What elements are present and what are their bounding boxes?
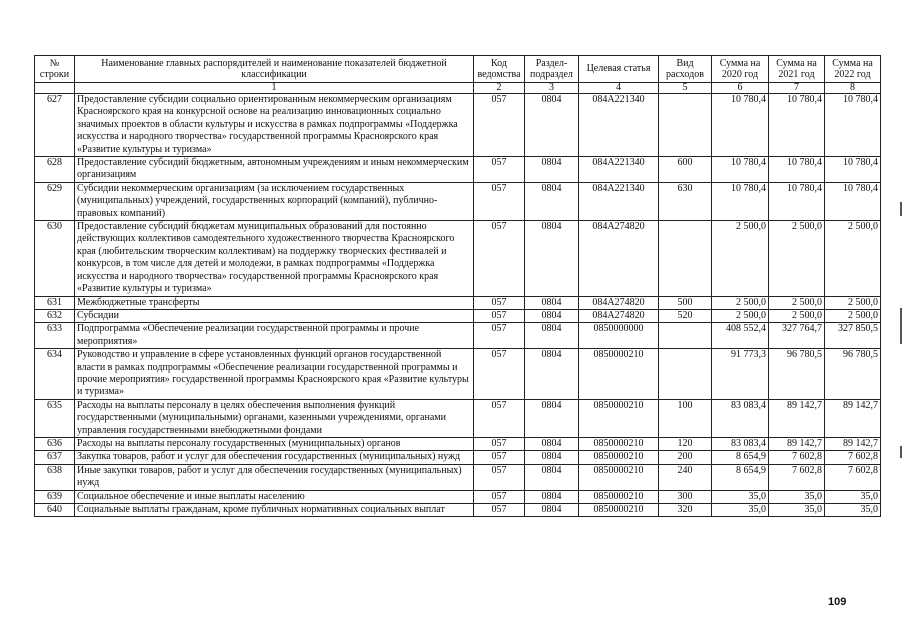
row-sum-2022: 35,0 bbox=[825, 490, 881, 503]
row-sum-2021: 96 780,5 bbox=[769, 349, 825, 400]
table-row bbox=[35, 349, 881, 400]
table-row bbox=[35, 157, 881, 183]
row-sum-2022: 89 142,7 bbox=[825, 437, 881, 450]
row-sum-2020: 10 780,4 bbox=[712, 94, 769, 157]
row-sum-2022: 10 780,4 bbox=[825, 94, 881, 157]
table-row bbox=[35, 437, 881, 450]
row-number: 639 bbox=[35, 490, 75, 503]
row-sum-2021: 7 602,8 bbox=[769, 451, 825, 464]
row-name: Социальное обеспечение и иные выплаты населению bbox=[75, 490, 474, 503]
row-target: 0850000210 bbox=[579, 464, 659, 490]
table-row bbox=[35, 182, 881, 220]
row-target: 0850000000 bbox=[579, 323, 659, 349]
row-expense bbox=[659, 221, 712, 296]
row-code: 057 bbox=[474, 94, 525, 157]
row-sum-2021: 2 500,0 bbox=[769, 296, 825, 309]
row-expense: 320 bbox=[659, 504, 712, 517]
column-number: 2 bbox=[474, 83, 525, 94]
header-sum-2021: Сумма на 2021 год bbox=[769, 56, 825, 83]
row-code: 057 bbox=[474, 296, 525, 309]
row-sum-2020: 2 500,0 bbox=[712, 221, 769, 296]
row-section: 0804 bbox=[525, 451, 579, 464]
header-target: Целевая статья bbox=[579, 56, 659, 83]
row-sum-2020: 2 500,0 bbox=[712, 309, 769, 322]
row-target: 0850000210 bbox=[579, 451, 659, 464]
row-target: 0850000210 bbox=[579, 490, 659, 503]
row-code: 057 bbox=[474, 451, 525, 464]
row-expense: 100 bbox=[659, 399, 712, 437]
row-expense: 200 bbox=[659, 451, 712, 464]
row-sum-2022: 2 500,0 bbox=[825, 309, 881, 322]
row-name: Субсидии bbox=[75, 309, 474, 322]
row-sum-2022: 96 780,5 bbox=[825, 349, 881, 400]
row-sum-2021: 327 764,7 bbox=[769, 323, 825, 349]
column-number: 7 bbox=[769, 83, 825, 94]
column-number: 1 bbox=[75, 83, 474, 94]
row-sum-2020: 91 773,3 bbox=[712, 349, 769, 400]
row-expense: 240 bbox=[659, 464, 712, 490]
row-name: Предоставление субсидий бюджетным, автономным учреждениям и иным некоммерческим организациям bbox=[75, 157, 474, 183]
row-sum-2020: 35,0 bbox=[712, 490, 769, 503]
row-expense bbox=[659, 349, 712, 400]
row-name: Субсидии некоммерческим организациям (за исключением государственных (муниципальных) учреждений, государственных корпораций (компаний), публично-правовых компаний) bbox=[75, 182, 474, 220]
row-sum-2022: 10 780,4 bbox=[825, 182, 881, 220]
row-sum-2022: 7 602,8 bbox=[825, 451, 881, 464]
row-code: 057 bbox=[474, 464, 525, 490]
row-sum-2021: 7 602,8 bbox=[769, 464, 825, 490]
column-number: 6 bbox=[712, 83, 769, 94]
table-row bbox=[35, 323, 881, 349]
column-number-row bbox=[35, 83, 881, 94]
table-row bbox=[35, 309, 881, 322]
row-name: Подпрограмма «Обеспечение реализации государственной программы и прочие мероприятия» bbox=[75, 323, 474, 349]
scan-artifact bbox=[900, 202, 902, 216]
header-row bbox=[35, 56, 881, 83]
row-name: Руководство и управление в сфере установленных функций органов государственной власти в рамках подпрограммы «Обеспечение реализации государственной программы и прочие мероприятия» государственной программы Красноярского края «Развитие культуры и туризма» bbox=[75, 349, 474, 400]
table-row bbox=[35, 490, 881, 503]
row-sum-2020: 10 780,4 bbox=[712, 157, 769, 183]
row-section: 0804 bbox=[525, 94, 579, 157]
row-target: 084А274820 bbox=[579, 221, 659, 296]
row-sum-2021: 10 780,4 bbox=[769, 94, 825, 157]
row-code: 057 bbox=[474, 504, 525, 517]
table-row bbox=[35, 451, 881, 464]
header-row-no: № строки bbox=[35, 56, 75, 83]
row-target: 0850000210 bbox=[579, 399, 659, 437]
row-target: 084А221340 bbox=[579, 157, 659, 183]
row-code: 057 bbox=[474, 349, 525, 400]
row-sum-2021: 89 142,7 bbox=[769, 437, 825, 450]
budget-table-body bbox=[35, 94, 881, 517]
row-section: 0804 bbox=[525, 464, 579, 490]
row-code: 057 bbox=[474, 399, 525, 437]
row-section: 0804 bbox=[525, 437, 579, 450]
table-row bbox=[35, 296, 881, 309]
row-expense: 500 bbox=[659, 296, 712, 309]
row-sum-2022: 7 602,8 bbox=[825, 464, 881, 490]
row-expense bbox=[659, 94, 712, 157]
row-section: 0804 bbox=[525, 221, 579, 296]
row-sum-2020: 35,0 bbox=[712, 504, 769, 517]
row-number: 633 bbox=[35, 323, 75, 349]
row-sum-2021: 35,0 bbox=[769, 504, 825, 517]
row-section: 0804 bbox=[525, 323, 579, 349]
row-sum-2021: 2 500,0 bbox=[769, 309, 825, 322]
row-sum-2021: 89 142,7 bbox=[769, 399, 825, 437]
row-sum-2021: 2 500,0 bbox=[769, 221, 825, 296]
row-expense: 300 bbox=[659, 490, 712, 503]
row-code: 057 bbox=[474, 490, 525, 503]
table-row bbox=[35, 464, 881, 490]
row-section: 0804 bbox=[525, 399, 579, 437]
row-number: 627 bbox=[35, 94, 75, 157]
row-number: 636 bbox=[35, 437, 75, 450]
row-sum-2021: 35,0 bbox=[769, 490, 825, 503]
row-name: Расходы на выплаты персоналу государственных (муниципальных) органов bbox=[75, 437, 474, 450]
row-code: 057 bbox=[474, 309, 525, 322]
row-section: 0804 bbox=[525, 309, 579, 322]
row-number: 637 bbox=[35, 451, 75, 464]
row-name: Межбюджетные трансферты bbox=[75, 296, 474, 309]
row-name: Закупка товаров, работ и услуг для обеспечения государственных (муниципальных) нужд bbox=[75, 451, 474, 464]
row-name: Предоставление субсидии социально ориентированным некоммерческим организациям Красноярского края на конкурсной основе на реализацию инновационных социально значимых проектов в области культуры и искусства в рамках подпрограммы «Поддержка искусства и народного творчества» государственной программы Красноярского края «Развитие культуры и туризма» bbox=[75, 94, 474, 157]
row-number: 631 bbox=[35, 296, 75, 309]
column-number: 4 bbox=[579, 83, 659, 94]
scan-artifact bbox=[900, 446, 902, 458]
column-number: 8 bbox=[825, 83, 881, 94]
header-sum-2020: Сумма на 2020 год bbox=[712, 56, 769, 83]
row-section: 0804 bbox=[525, 296, 579, 309]
row-target: 084А221340 bbox=[579, 182, 659, 220]
row-sum-2022: 10 780,4 bbox=[825, 157, 881, 183]
row-section: 0804 bbox=[525, 182, 579, 220]
table-row bbox=[35, 399, 881, 437]
row-sum-2021: 10 780,4 bbox=[769, 182, 825, 220]
row-name: Предоставление субсидий бюджетам муниципальных образований для постоянно действующих коллективов самодеятельного художественного творчества Красноярского края (любительским творческим коллективам) на поддержку творческих фестивалей и конкурсов, в том числе для детей и молодежи, в рамках подпрограммы «Поддержка искусства и народного творчества» государственной программы Красноярского края «Развитие культуры и туризма» bbox=[75, 221, 474, 296]
row-number: 628 bbox=[35, 157, 75, 183]
row-sum-2020: 83 083,4 bbox=[712, 399, 769, 437]
row-target: 0850000210 bbox=[579, 504, 659, 517]
row-name: Расходы на выплаты персоналу в целях обеспечения выполнения функций государственными (муниципальными) органами, казенными учреждениями, органами управления государственными внебюджетными фондами bbox=[75, 399, 474, 437]
row-expense bbox=[659, 323, 712, 349]
row-target: 084А274820 bbox=[579, 296, 659, 309]
row-sum-2022: 35,0 bbox=[825, 504, 881, 517]
header-expense: Вид расходов bbox=[659, 56, 712, 83]
row-code: 057 bbox=[474, 157, 525, 183]
row-expense: 630 bbox=[659, 182, 712, 220]
row-code: 057 bbox=[474, 221, 525, 296]
row-number: 629 bbox=[35, 182, 75, 220]
row-section: 0804 bbox=[525, 504, 579, 517]
row-code: 057 bbox=[474, 182, 525, 220]
header-sum-2022: Сумма на 2022 год bbox=[825, 56, 881, 83]
header-section: Раздел- подраздел bbox=[525, 56, 579, 83]
row-number: 632 bbox=[35, 309, 75, 322]
row-sum-2020: 8 654,9 bbox=[712, 464, 769, 490]
row-target: 084А274820 bbox=[579, 309, 659, 322]
row-number: 640 bbox=[35, 504, 75, 517]
row-code: 057 bbox=[474, 437, 525, 450]
row-expense: 120 bbox=[659, 437, 712, 450]
page-number: 109 bbox=[828, 596, 847, 608]
header-name: Наименование главных распорядителей и наименование показателей бюджетной классификации bbox=[75, 56, 474, 83]
row-sum-2022: 2 500,0 bbox=[825, 221, 881, 296]
table-row bbox=[35, 94, 881, 157]
column-number: 5 bbox=[659, 83, 712, 94]
row-sum-2022: 89 142,7 bbox=[825, 399, 881, 437]
row-sum-2020: 8 654,9 bbox=[712, 451, 769, 464]
budget-table bbox=[34, 55, 881, 517]
row-sum-2020: 2 500,0 bbox=[712, 296, 769, 309]
row-section: 0804 bbox=[525, 490, 579, 503]
row-number: 634 bbox=[35, 349, 75, 400]
column-number: 3 bbox=[525, 83, 579, 94]
row-number: 630 bbox=[35, 221, 75, 296]
row-section: 0804 bbox=[525, 349, 579, 400]
row-target: 0850000210 bbox=[579, 349, 659, 400]
header-code: Код ведомства bbox=[474, 56, 525, 83]
row-expense: 520 bbox=[659, 309, 712, 322]
row-sum-2022: 2 500,0 bbox=[825, 296, 881, 309]
row-number: 638 bbox=[35, 464, 75, 490]
row-section: 0804 bbox=[525, 157, 579, 183]
row-number: 635 bbox=[35, 399, 75, 437]
row-target: 084А221340 bbox=[579, 94, 659, 157]
row-sum-2020: 10 780,4 bbox=[712, 182, 769, 220]
row-code: 057 bbox=[474, 323, 525, 349]
column-number bbox=[35, 83, 75, 94]
row-sum-2020: 408 552,4 bbox=[712, 323, 769, 349]
row-target: 0850000210 bbox=[579, 437, 659, 450]
row-name: Социальные выплаты гражданам, кроме публичных нормативных социальных выплат bbox=[75, 504, 474, 517]
row-sum-2022: 327 850,5 bbox=[825, 323, 881, 349]
row-expense: 600 bbox=[659, 157, 712, 183]
row-sum-2020: 83 083,4 bbox=[712, 437, 769, 450]
scan-artifact bbox=[900, 308, 902, 344]
row-sum-2021: 10 780,4 bbox=[769, 157, 825, 183]
table-row bbox=[35, 504, 881, 517]
table-row bbox=[35, 221, 881, 296]
row-name: Иные закупки товаров, работ и услуг для обеспечения государственных (муниципальных) нужд bbox=[75, 464, 474, 490]
